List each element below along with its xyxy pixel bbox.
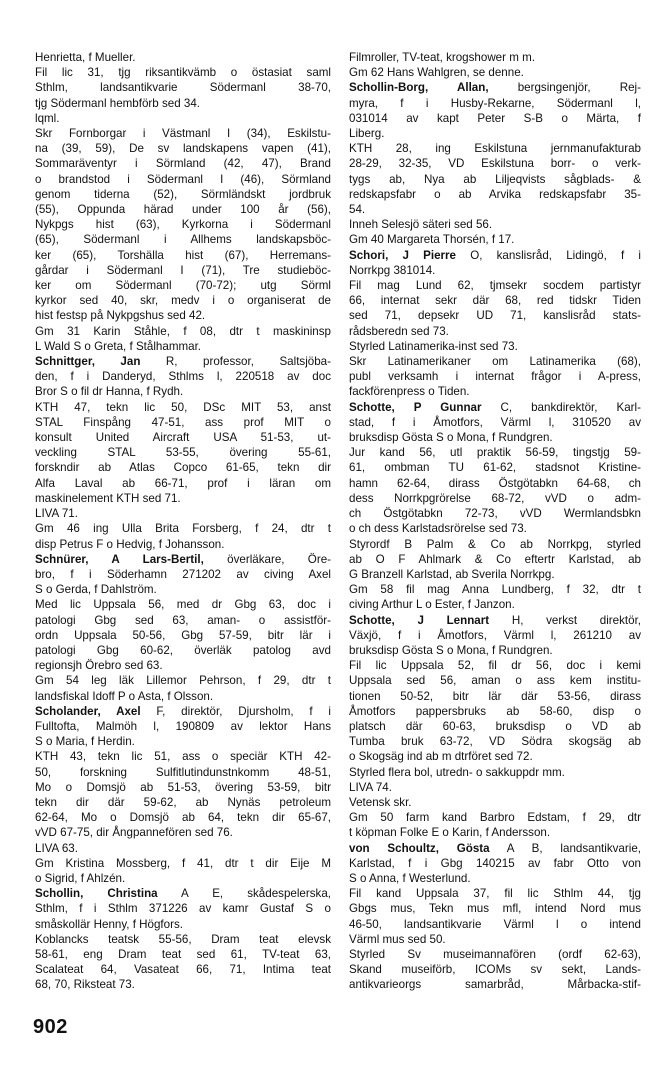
text-line: Schotte, J Lennart H, verkst direktör, <box>349 613 641 627</box>
text-line: rådsberedn sed 73. <box>349 324 449 338</box>
text-line: LIVA 63. <box>35 841 78 855</box>
text-line: ker (65), Torshälla hist (67), Herremans- <box>35 248 331 262</box>
text-line: 54. <box>349 203 366 217</box>
text-line: Med lic Uppsala 56, med dr Gbg 63, doc i <box>35 598 331 612</box>
text-line: Uppsala sed 56, aman o ass kem institu- <box>349 674 641 688</box>
text-line: Liberg. <box>349 127 385 141</box>
text-line: Inneh Selesjö säteri sed 56. <box>349 218 493 232</box>
text-line: platsch där 60-63, bruksdisp o VD ab <box>349 719 641 733</box>
text-line: 46-50, landsantikvarie Värml l o intend <box>349 917 641 931</box>
text-line: genom tiderna (52), Sörmländskt jordbruk <box>35 187 331 201</box>
text-line: patologi Gbg 60-62, överläk patolog avd <box>35 643 331 657</box>
text-line: 66, internat sekr där 68, red tidskr Tiden <box>349 294 641 308</box>
entry-name: Schotte, P Gunnar <box>349 400 482 414</box>
text-line: Koblancks teatsk 55-56, Dram teat elevsk <box>35 932 331 946</box>
text-line: Gm 58 fil mag Anna Lundberg, f 32, dtr t <box>349 583 641 597</box>
text-line: tjg Södermanl hembförb sed 34. <box>35 96 200 110</box>
text-line: na (39, 59), De sv landskapens vapen (41), <box>35 142 331 156</box>
text-line: Gm 40 Margareta Thorsén, f 17. <box>349 233 515 247</box>
text-line: Scalateat 64, Vasateat 66, 71, Intima teat <box>35 963 331 977</box>
text-line: Karlstad, f i Gbg 140215 av fabr Otto von <box>349 856 641 870</box>
text-line: L Wald S o Greta, f Stålhammar. <box>35 339 202 353</box>
text-line: landsfiskal Idoff P o Asta, f Olsson. <box>35 689 214 703</box>
text-line: (55), Oppunda härad under 100 år (56), <box>35 203 331 217</box>
text-line: Bror S o fil dr Hanna, f Rydh. <box>35 385 184 399</box>
text-line: forskndir ab Atlas Copco 61-65, tekn dir <box>35 461 331 475</box>
text-line: o ch dess Karlstadsrörelse sed 73. <box>349 522 527 536</box>
text-line: Skr Latinamerikaner om Latinamerika (68), <box>349 355 641 369</box>
text-line: småskollär Henny, f Högfors. <box>35 917 183 931</box>
text-line: veckling STAL 53-55, övering 55-61, <box>35 446 331 460</box>
text-line: KTH 43, tekn lic 51, ass o speciär KTH 42- <box>35 750 331 764</box>
text-line: G Branzell Karlstad, ab Sverila Norrkpg. <box>349 567 555 581</box>
text-line: Styrordf B Palm & Co ab Norrkpg, styrled <box>349 537 641 551</box>
text-line: Sthlm, landsantikvarie Södermanl 38-70, <box>35 81 331 95</box>
text-line: S o Anna, f Westerlund. <box>349 871 471 885</box>
text-line: Jur kand 56, utl praktik 56-59, tingstjg 59- <box>349 446 641 460</box>
text-line: Gm 31 Karin Ståhle, f 08, dtr t maskininsp <box>35 324 331 338</box>
text-line: Schollin-Borg, Allan, bergsingenjör, Rej- <box>349 81 641 95</box>
text-line: Skand museiförb, ICOMs sv sekt, Lands- <box>349 963 641 977</box>
text-line: STAL Finspång 47-51, ass prof MIT o <box>35 415 331 429</box>
text-line: S o Maria, f Herdin. <box>35 735 135 749</box>
text-line: hamn 62-64, dirass Östgötabkn 64-68, ch <box>349 476 641 490</box>
text-line: Schotte, P Gunnar C, bankdirektör, Karl- <box>349 400 641 414</box>
entry-name: Schnittger, Jan <box>35 355 141 369</box>
text-line: Scholander, Axel F, direktör, Djursholm, f i <box>35 704 331 718</box>
text-line: redskapsfabr o ab Arvika redskapsfabr 35- <box>349 187 641 201</box>
text-line: 61, ombman TU 61-62, stadsnot Kristine- <box>349 461 641 475</box>
text-line: (65), Södermanl i Allhems landskapsböc- <box>35 233 331 247</box>
text-line: t köpman Folke E o Karin, f Andersson. <box>349 826 551 840</box>
text-line: KTH 47, tekn lic 50, DSc MIT 53, anst <box>35 400 331 414</box>
text-line: Filmroller, TV-teat, krogshower m m. <box>349 51 535 64</box>
text-line: publ verksamh i internat frågor i A-press, <box>349 370 641 384</box>
text-line: konsult United Aircraft USA 51-53, ut- <box>35 431 331 445</box>
entry-name: Schnürer, A Lars-Bertil, <box>35 552 204 566</box>
text-line: 50, forskning Sulfitlutindunstnkomm 48-51, <box>35 765 331 779</box>
text-line: Schnürer, A Lars-Bertil, överläkare, Öre- <box>35 552 331 566</box>
text-line: Fil lic Uppsala 52, fil dr 56, doc i kemi <box>349 659 641 673</box>
text-line: gårdar i Södermanl I (71), Tre studieböc- <box>35 263 331 277</box>
text-line: 28-29, 32-35, VD Eskilstuna borr- o verk- <box>349 157 641 171</box>
text-line: Skr Fornborgar i Västmanl I (34), Eskilstu- <box>35 127 331 141</box>
page-number: 902 <box>33 1016 68 1038</box>
text-line: ab O F Ahlmark & Co eftertr Karlstad, ab <box>349 552 641 566</box>
text-line: 62-64, Mo o Domsjö ab 64, tekn dir 65-67, <box>35 811 331 825</box>
text-line: Gm Kristina Mossberg, f 41, dtr t dir Eije M <box>35 856 331 870</box>
text-line: patologi Gbg sed 63, aman- o assistför- <box>35 613 331 627</box>
text-line: ch Östgötabkn 72-73, vVD Wermlandsbkn <box>349 507 641 521</box>
text-line: Gbgs mus, Tekn mus mfl, intend Nord mus <box>349 902 641 916</box>
text-line: Vetensk skr. <box>349 795 412 809</box>
entry-name: Schollin, Christina <box>35 887 158 901</box>
text-line: myra, f i Husby-Rekarne, Södermanl l, <box>349 96 641 110</box>
text-line: Sommaräventyr i Sörmland (42, 47), Brand <box>35 157 331 171</box>
text-line: KTH 28, ing Eskilstuna jernmanufakturab <box>349 142 641 156</box>
text-line: Henrietta, f Mueller. <box>35 51 136 64</box>
text-line: Norrkpg 381014. <box>349 263 436 277</box>
text-line: von Schoultz, Gösta A B, landsantikvarie, <box>349 841 641 855</box>
text-line: sed 71, depsekr UD 71, kanslisråd stats- <box>349 309 641 323</box>
text-line: tionen 50-52, bitr lär där 53-56, dirass <box>349 689 641 703</box>
text-line: o brandstod i Södermanl I (46), Sörmland <box>35 172 331 186</box>
text-line: ker om Södermanl (70-72); utg Sörml <box>35 279 331 293</box>
text-line: bruksdisp Gösta S o Mona, f Rundgren. <box>349 643 553 657</box>
text-line: disp Petrus F o Hedvig, f Johansson. <box>35 537 225 551</box>
text-line: Gm 46 ing Ulla Brita Forsberg, f 24, dtr t <box>35 522 331 536</box>
entry-name: Schori, J Pierre <box>349 248 456 262</box>
text-line: stad, f i Åmotfors, Värml l, 310520 av <box>349 415 641 429</box>
text-line: Växjö, f i Åmotfors, Värml l, 261210 av <box>349 628 641 642</box>
text-line: Fil lic 31, tjg riksantikvämb o östasiat saml <box>35 66 331 80</box>
text-line: Styrled Sv museimannafören (ordf 62-63), <box>349 947 641 961</box>
text-line: maskinelement KTH sed 71. <box>35 491 181 505</box>
text-line: Fil kand Uppsala 37, fil lic Sthlm 44, tjg <box>349 887 641 901</box>
text-line: Nykpgs hist (63), Kyrkorna i Södermanl <box>35 218 331 232</box>
text-line: Alfa Laval ab 66-71, prof i läran om <box>35 476 331 490</box>
text-line: bruksdisp Gösta S o Mona, f Rundgren. <box>349 431 553 445</box>
text-line: o Sigrid, f Ahlzén. <box>35 871 126 885</box>
text-line: dess Norrkpgrörelse 68-72, vVD o adm- <box>349 491 641 505</box>
text-line: Styrled flera bol, utredn- o sakkuppdr mm. <box>349 765 565 779</box>
text-line: fackförenpress o Tiden. <box>349 385 470 399</box>
text-line: Sthlm, f i Sthlm 371226 av kamr Gustaf S o <box>35 902 331 916</box>
entry-name: Scholander, Axel <box>35 704 141 718</box>
text-line: vVD 67-75, dir Ångpannefören sed 76. <box>35 826 233 840</box>
text-line: Gm 50 farm kand Barbro Edstam, f 29, dtr <box>349 811 641 825</box>
text-line: Schnittger, Jan R, professor, Saltsjöba- <box>35 355 331 369</box>
text-line: Schori, J Pierre O, kanslisråd, Lidingö, f i <box>349 248 641 262</box>
text-line: lqml. <box>35 111 60 125</box>
entry-name: Schollin-Borg, Allan, <box>349 81 489 95</box>
text-line: Tumba bruk 63-72, VD Södra skogsäg ab <box>349 735 641 749</box>
text-line: Fil mag Lund 62, tjmsekr socdem partistyr <box>349 279 641 293</box>
text-line: Schollin, Christina A E, skådespelerska, <box>35 887 331 901</box>
text-line: LIVA 74. <box>349 780 392 794</box>
text-line: 68, 70, Riksteat 73. <box>35 978 135 992</box>
text-line: civing Arthur L o Ester, f Janzon. <box>349 598 515 612</box>
text-line: den, f i Danderyd, Sthlms l, 220518 av doc <box>35 370 331 384</box>
text-line: regionsjh Örebro sed 63. <box>35 659 163 673</box>
text-line: Värml mus sed 50. <box>349 932 446 946</box>
text-line: Fulltofta, Malmöh l, 190809 av lektor Hans <box>35 719 331 733</box>
text-line: S o Gerda, f Dahlström. <box>35 583 157 597</box>
entry-name: Schotte, J Lennart <box>349 613 490 627</box>
text-line: bro, f i Söderhamn 271202 av civing Axel <box>35 567 331 581</box>
text-line: o Skogsäg ind ab m dtrföret sed 72. <box>349 750 533 764</box>
text-line: antikvarieorgs samarbråd, Mårbacka-stif- <box>349 978 641 992</box>
text-line: Gm 62 Hans Wahlgren, se denne. <box>349 66 524 80</box>
text-line: Mo o Domsjö ab 51-53, övering 53-59, bitr <box>35 780 331 794</box>
text-line: 58-61, eng Dram teat sed 61, TV-teat 63, <box>35 947 331 961</box>
text-line: ordn Uppsala 50-56, Gbg 57-59, bitr lär i <box>35 628 331 642</box>
text-line: 031014 av kapt Peter S-B o Märta, f <box>349 111 641 125</box>
text-line: LIVA 71. <box>35 507 78 521</box>
right-column <box>349 50 641 993</box>
text-line: tekn dir där 59-62, ab Nynäs petroleum <box>35 795 331 809</box>
text-line: Gm 54 leg läk Lillemor Pehrson, f 29, dtr t <box>35 674 331 688</box>
text-line: hist festsp på Nykpgshus sed 42. <box>35 309 206 323</box>
text-line: Styrled Latinamerika-inst sed 73. <box>349 339 518 353</box>
text-line: Åmotfors pappersbruks ab 58-60, disp o <box>349 704 641 718</box>
left-column <box>35 50 331 993</box>
text-line: kyrkor sed 40, skr, medv i o organiserat de <box>35 294 331 308</box>
text-line: tygs ab, Nya ab Liljeqvists sågblads- & <box>349 172 641 186</box>
entry-name: von Schoultz, Gösta <box>349 841 490 855</box>
